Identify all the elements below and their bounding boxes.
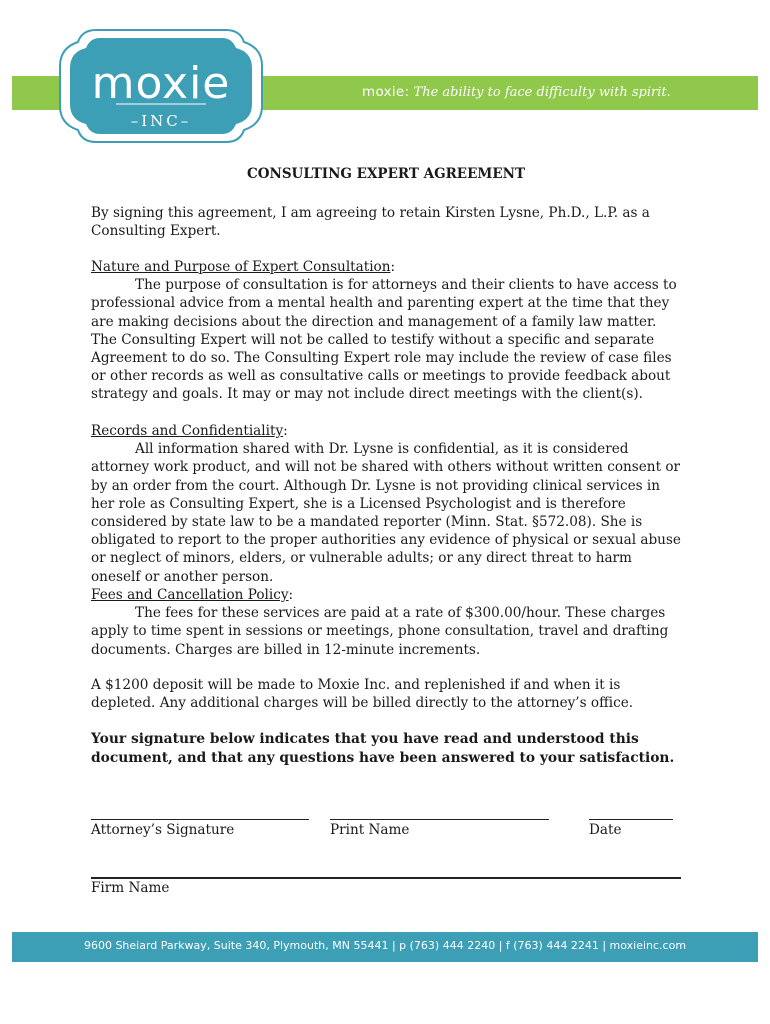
date-label: Date: [589, 822, 622, 838]
firm-name-label: Firm Name: [91, 880, 170, 896]
attorney-signature-line[interactable]: [91, 819, 309, 820]
attorney-signature-label: Attorney’s Signature: [91, 822, 235, 838]
section-heading: Nature and Purpose of Expert Consultation: [91, 259, 391, 275]
section-body: The fees for these services are paid at a rate of $300.00/hour. These charges apply to time spent in sessions or meetings, phone consultation, travel and drafting documents. Charges are billed in 12-minute increments.: [91, 605, 669, 658]
tagline: [362, 84, 671, 100]
logo-wordmark: moxie: [91, 58, 231, 109]
print-name-label: Print Name: [330, 822, 410, 838]
footer-contact: 9600 Sheiard Parkway, Suite 340, Plymouth, MN 55441 | p (763) 444 2240 | f (763) 444 2241 | moxieinc.com: [83, 939, 687, 952]
section-nature: Nature and Purpose of Expert Consultation: The purpose of consultation is for attorneys and their clients to have access to professional advice from a mental health and parenting expert at the time that they are making decisions about the direction and management of a family law matter. The Consulting Expert will not be called to testify without a specific and separate Agreement to do so. The Consulting Expert role may include the review of case files or other records as well as consultative calls or meetings to provide feedback about strategy and goals. It may or may not include direct meetings with the client(s).: [91, 259, 677, 403]
acknowledgement-paragraph: Your signature below indicates that you have read and understood this document, and that any questions have been answered to your satisfaction.: [91, 731, 675, 766]
deposit-paragraph: A $1200 deposit will be made to Moxie Inc. and replenished if and when it is depleted. Any additional charges will be billed directly to the attorney’s office.: [91, 677, 634, 712]
tagline-brand: moxie:: [362, 84, 410, 100]
section-heading: Fees and Cancellation Policy: [91, 587, 289, 603]
section-body: The purpose of consultation is for attorneys and their clients to have access to professional advice from a mental health and parenting expert at the time that they are making decisions about the direction and management of a family law matter. The Consulting Expert will not be called to testify without a specific and separate Agreement to do so. The Consulting Expert role may include the review of case files or other records as well as consultative calls or meetings to provide feedback about strategy and goals. It may or may not include direct meetings with the client(s).: [91, 277, 677, 403]
logo-subtext: –INC–: [130, 112, 192, 130]
section-heading: Records and Confidentiality: [91, 423, 284, 439]
section-fees: Fees and Cancellation Policy: The fees for these services are paid at a rate of $300.00/hour. These charges apply to time spent in sessions or meetings, phone consultation, travel and drafting documents. Charges are billed in 12-minute increments.: [91, 587, 669, 658]
date-line[interactable]: [589, 819, 673, 820]
document-title: CONSULTING EXPERT AGREEMENT: [246, 166, 526, 182]
firm-name-line[interactable]: [91, 877, 681, 879]
section-body: All information shared with Dr. Lysne is confidential, as it is considered attorney work product, and will not be shared with others without written consent or by an order from the court. Although Dr. Lysne is not providing clinical services in her role as Consulting Expert, she is a Licensed Psychologist and is therefore considered by state law to be a mandated reporter (Minn. Stat. §572.08). She is obligated to report to the proper authorities any evidence of physical or sexual abuse or neglect of minors, elders, or vulnerable adults; or any direct threat to harm oneself or another person.: [91, 441, 681, 585]
moxie-logo: [56, 26, 266, 146]
section-records: Records and Confidentiality: All information shared with Dr. Lysne is confidential, as it is considered attorney work product, and will not be shared with others without written consent or by an order from the court. Although Dr. Lysne is not providing clinical services in her role as Consulting Expert, she is a Licensed Psychologist and is therefore considered by state law to be a mandated reporter (Minn. Stat. §572.08). She is obligated to report to the proper authorities any evidence of physical or sexual abuse or neglect of minors, elders, or vulnerable adults; or any direct threat to harm oneself or another person.: [91, 423, 681, 585]
intro-paragraph: By signing this agreement, I am agreeing to retain Kirsten Lysne, Ph.D., L.P. as a Consulting Expert.: [91, 205, 650, 240]
print-name-line[interactable]: [330, 819, 549, 820]
tagline-motto: The ability to face difficulty with spirit.: [413, 85, 671, 100]
